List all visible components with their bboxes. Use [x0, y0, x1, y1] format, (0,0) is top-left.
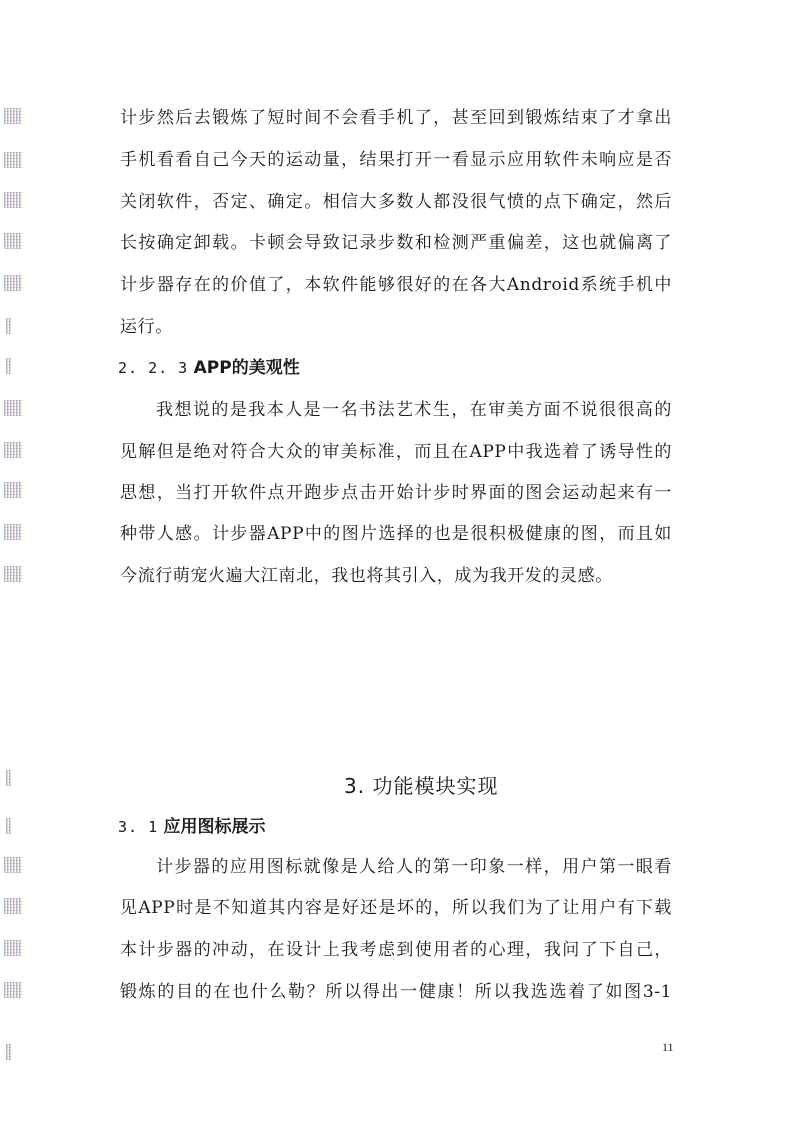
- margin-artifact: [4, 275, 22, 291]
- margin-artifact: [4, 982, 22, 998]
- margin-artifact: [6, 770, 11, 786]
- margin-artifact: [6, 1044, 11, 1060]
- margin-artifact: [6, 358, 11, 374]
- margin-artifact: [6, 818, 11, 834]
- text-line: 计步器的应用图标就像是人给人的第一印象一样，用户第一眼看: [156, 857, 672, 877]
- section-heading: [118, 815, 266, 839]
- section-title: 应用图标展示: [163, 817, 266, 837]
- text-line: 运行。: [120, 317, 173, 337]
- margin-artifact: [4, 108, 22, 124]
- margin-artifact: [4, 524, 22, 540]
- text-line: 种带人感。计步器APP中的图片选择的也是很积极健康的图，而且如: [120, 524, 672, 544]
- text-line: 本计步器的冲动，在设计上我考虑到使用者的心理，我问了下自己，: [120, 940, 672, 960]
- text-line: 锻炼的目的在也什么勒？所以得出一健康！所以我选选着了如图3-1: [120, 982, 672, 1002]
- margin-artifact: [4, 857, 22, 873]
- text-line: 计步然后去锻炼了短时间不会看手机了，甚至回到锻炼结束了才拿出: [120, 108, 672, 128]
- section-title: APP的美观性: [193, 358, 300, 378]
- margin-artifact: [4, 400, 22, 416]
- chapter-heading: 3. 功能模块实现: [344, 774, 499, 798]
- margin-artifact: [4, 192, 22, 208]
- text-line: 计步器存在的价值了，本软件能够很好的在各大Android系统手机中: [120, 275, 672, 295]
- margin-artifact: [4, 233, 22, 249]
- margin-artifact: [4, 940, 22, 956]
- text-line: 关闭软件，否定、确定。相信大多数人都没很气愤的点下确定，然后: [120, 192, 672, 212]
- text-line: 我想说的是我本人是一名书法艺术生，在审美方面不说很很高的: [156, 400, 672, 420]
- text-line: 手机看看自己今天的运动量，结果打开一看显示应用软件未响应是否: [120, 150, 672, 170]
- section-number: 3. 1: [118, 818, 159, 836]
- text-line: 见解但是绝对符合大众的审美标准，而且在APP中我选着了诱导性的: [120, 442, 672, 462]
- text-line: 今流行萌宠火遍大江南北，我也将其引入，成为我开发的灵感。: [120, 566, 613, 586]
- text-line: 思想，当打开软件点开跑步点击开始计步时界面的图会运动起来有一: [120, 483, 672, 503]
- section-number: 2. 2. 3: [118, 359, 189, 377]
- margin-artifact: [4, 898, 22, 914]
- page-number: 11: [662, 1040, 674, 1054]
- text-line: 长按确定卸载。卡顿会导致记录步数和检测严重偏差，这也就偏离了: [120, 233, 672, 253]
- margin-artifact: [4, 152, 22, 168]
- margin-artifact: [4, 442, 22, 458]
- section-heading: [118, 356, 300, 380]
- margin-artifact: [4, 482, 22, 498]
- margin-artifact: [4, 566, 22, 582]
- margin-artifact: [6, 318, 11, 334]
- text-line: 见APP时是不知道其内容是好还是坏的，所以我们为了让用户有下载: [120, 898, 672, 918]
